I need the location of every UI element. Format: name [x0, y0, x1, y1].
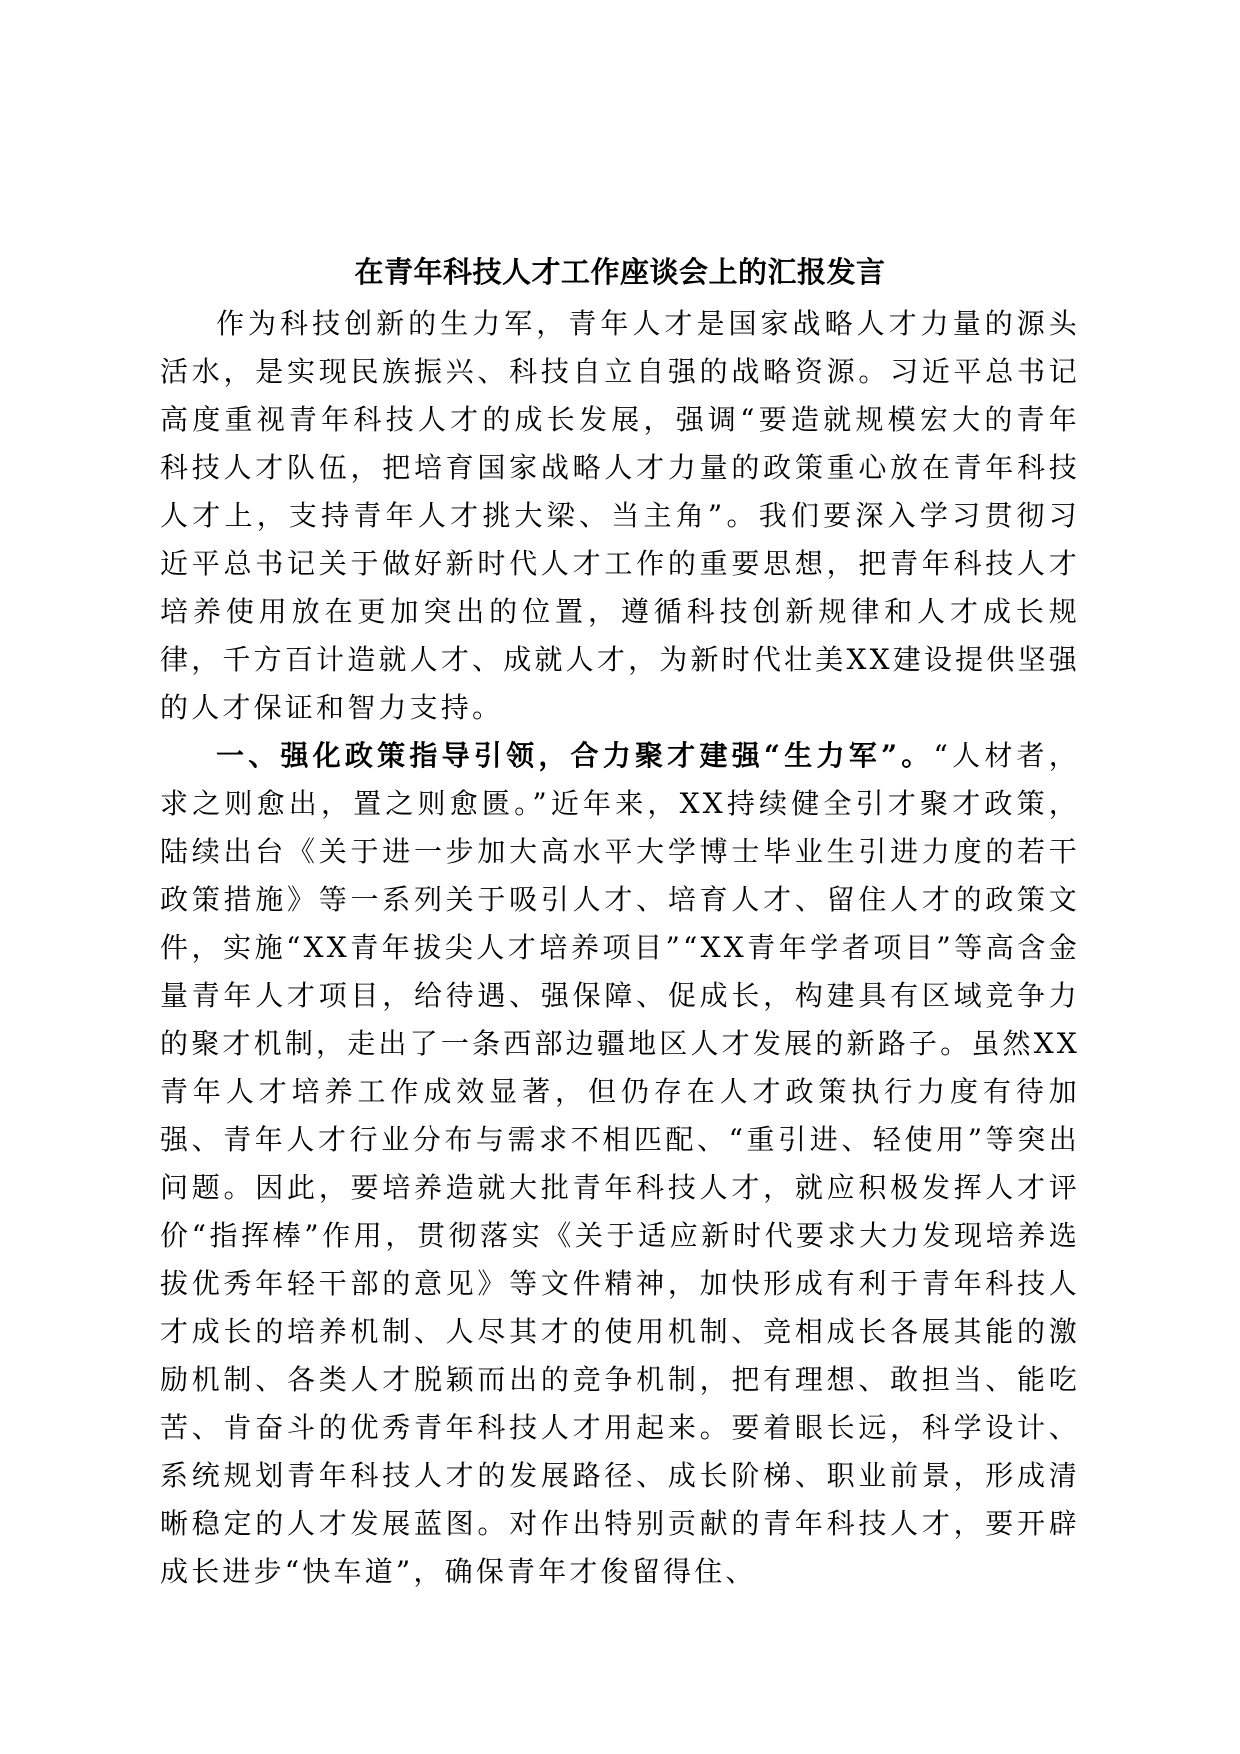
section-one-text: “人材者，求之则愈出，置之则愈匮。”近年来，XX持续健全引才聚才政策，陆续出台《关于进一步加大高水平大学博士毕业生引进力度的若干政策措施》等一系列关于吸引人才、培育人才、留住人才的政策文件，实施“XX青年拔尖人才培养项目”“XX青年学者项目”等高含金量青年人才项目，给待遇、强保障、促成长，构建具有区域竞争力的聚才机制，走出了一条西部边疆地区人才发展的新路子。虽然XX青年人才培养工作成效显著，但仍存在人才政策执行力度有待加强、青年人才行业分布与需求不相匹配、“重引进、轻使用”等突出问题。因此，要培养造就大批青年科技人才，就应积极发挥人才评价“指挥棒”作用，贯彻落实《关于适应新时代要求大力发现培养选拔优秀年轻干部的意见》等文件精神，加快形成有利于青年科技人才成长的培养机制、人尽其才的使用机制、竞相成长各展其能的激励机制、各类人才脱颖而出的竞争机制，把有理想、敢担当、能吃苦、肯奋斗的优秀青年科技人才用起来。要着眼长远，科学设计、系统规划青年科技人才的发展路径、成长阶梯、职业前景，形成清晰稳定的人才发展蓝图。对作出特别贡献的青年科技人才，要开辟成长进步“快车道”，确保青年才俊留得住、 [160, 739, 1080, 1588]
intro-paragraph: 作为科技创新的生力军，青年人才是国家战略人才力量的源头活水，是实现民族振兴、科技自立自强的战略资源。习近平总书记高度重视青年科技人才的成长发展，强调“要造就规模宏大的青年科技人才队伍，把培育国家战略人才力量的政策重心放在青年科技人才上，支持青年人才挑大梁、当主角”。我们要深入学习贯彻习近平总书记关于做好新时代人才工作的重要思想，把青年科技人才培养使用放在更加突出的位置，遵循科技创新规律和人才成长规律，千方百计造就人才、成就人才，为新时代壮美XX建设提供坚强的人才保证和智力支持。 [160, 307, 1080, 724]
section-one-paragraph [160, 732, 1080, 1596]
document-body [160, 300, 1080, 1596]
document-title: 在青年科技人才工作座谈会上的汇报发言 [354, 255, 886, 289]
section-one-heading: 一、强化政策指导引领，合力聚才建强“生力军”。 [216, 739, 934, 772]
